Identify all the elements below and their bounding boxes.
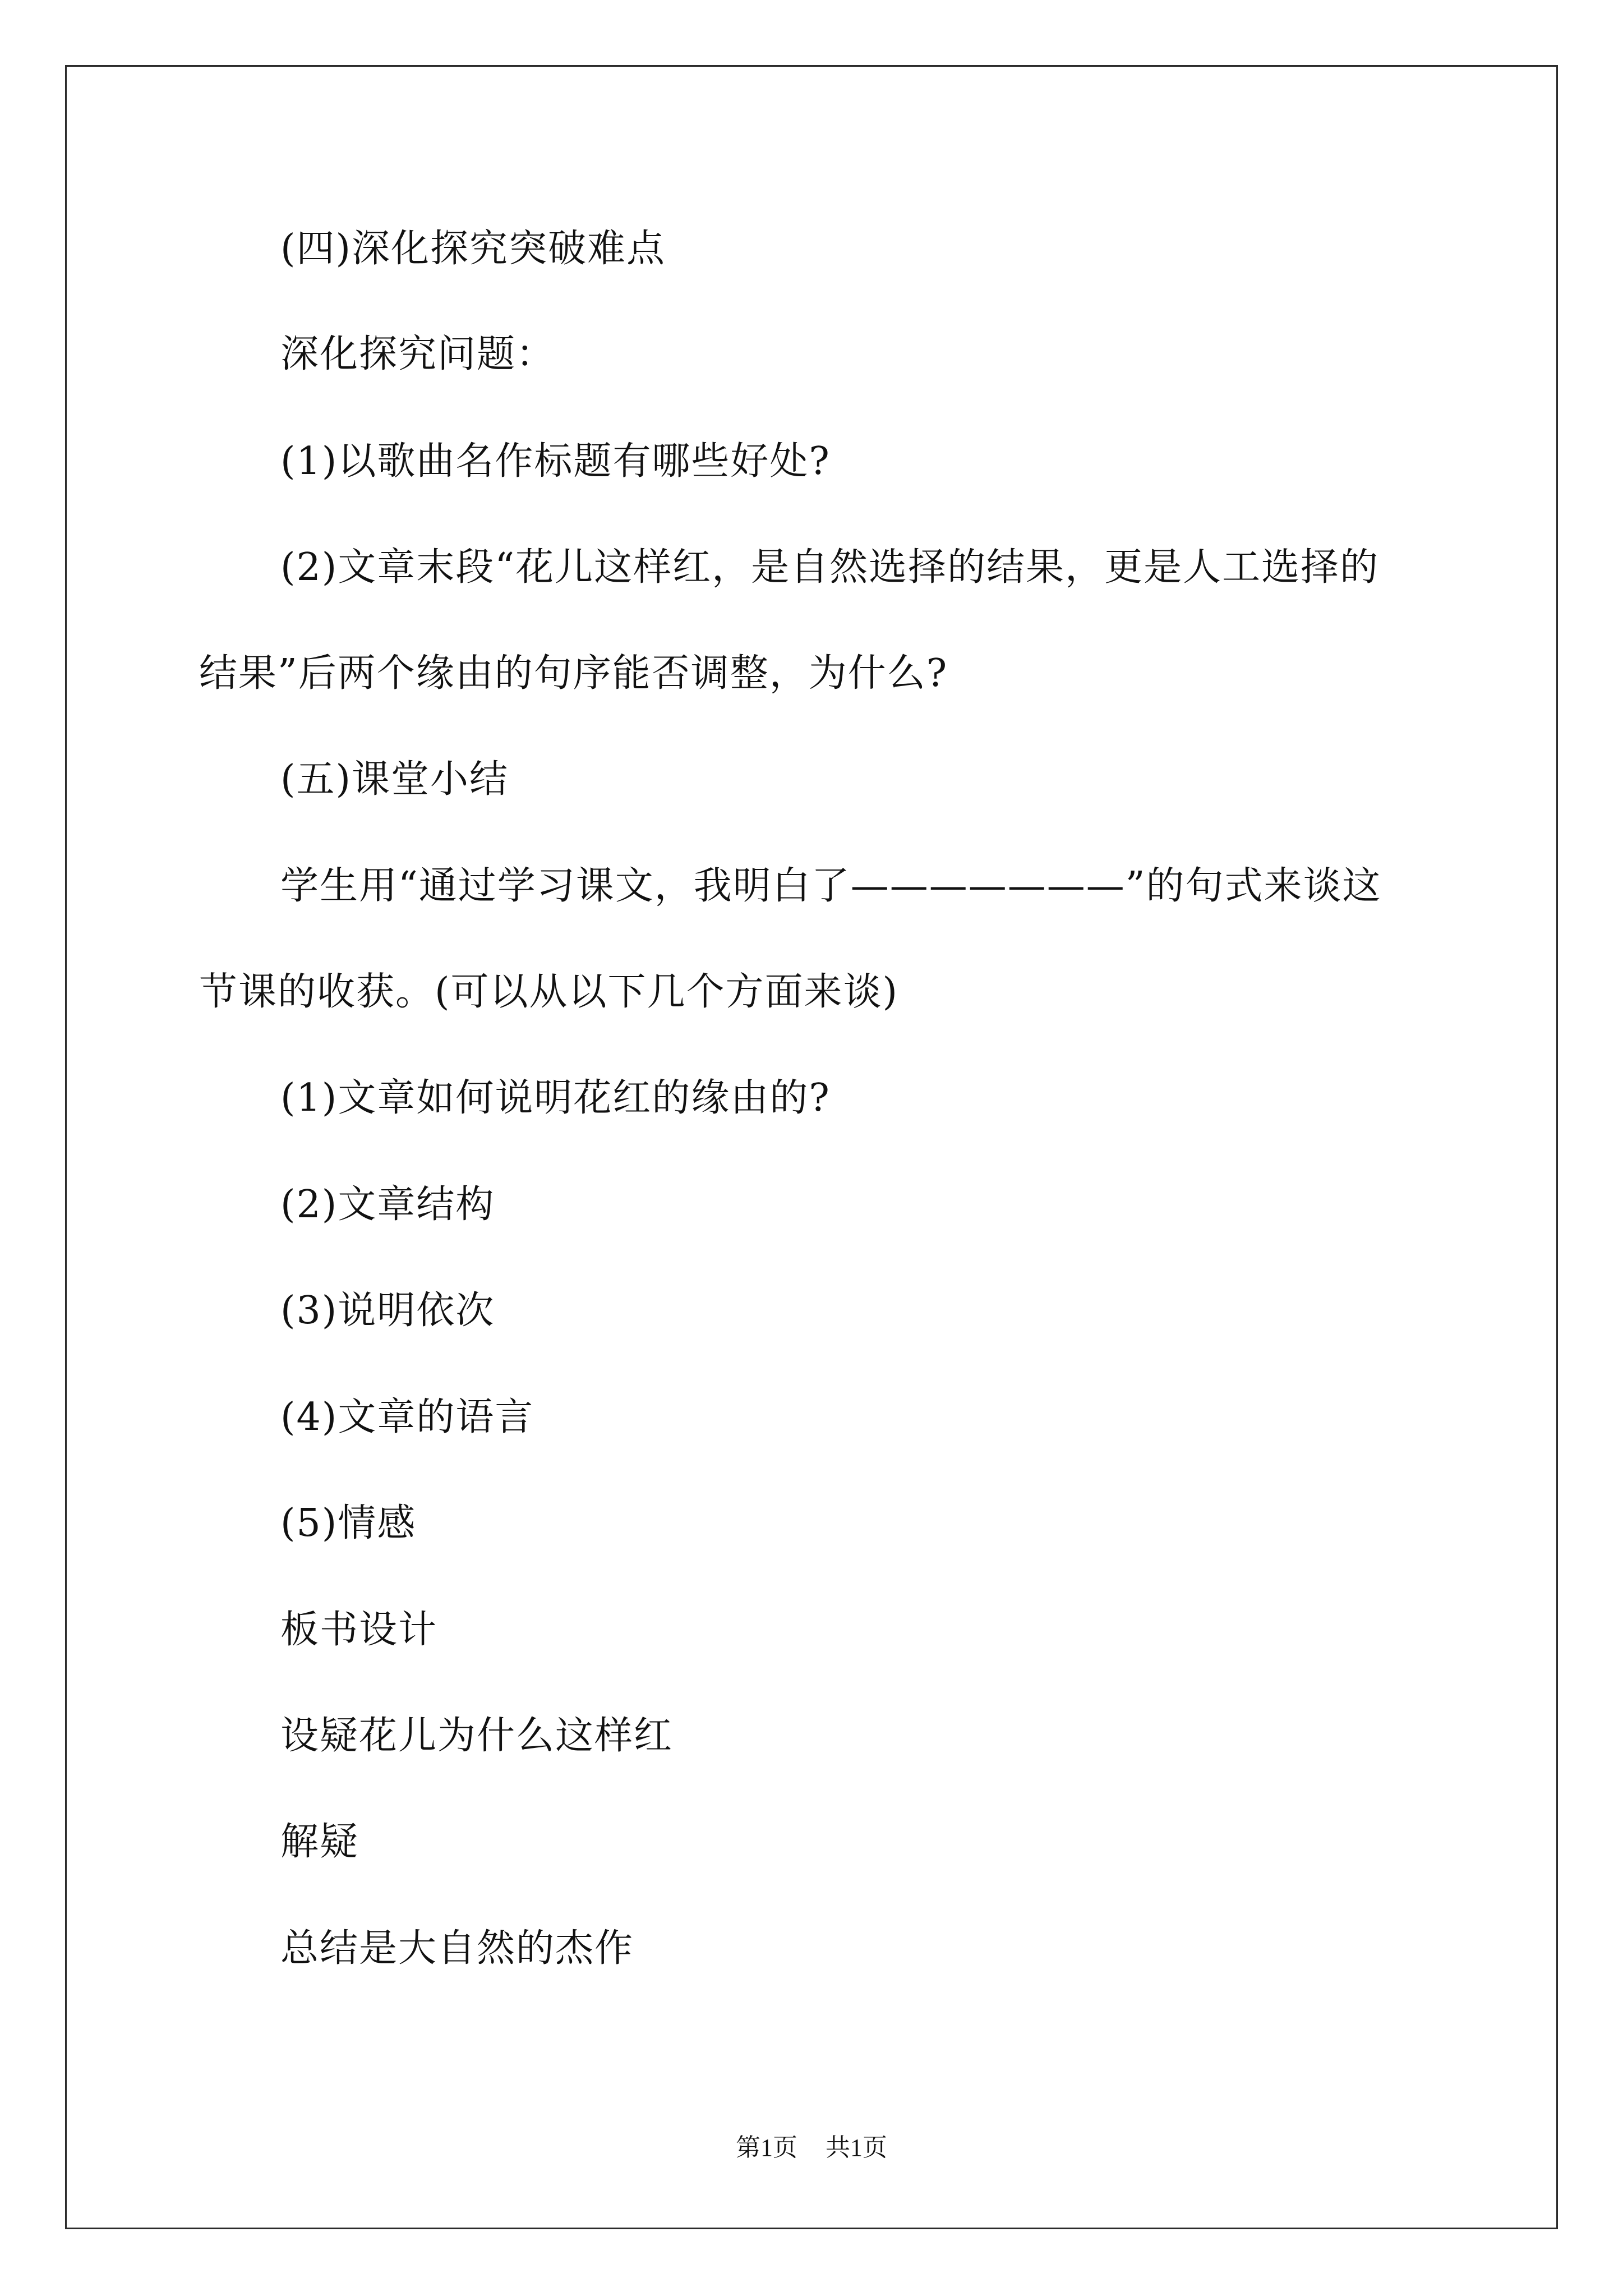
question-item-continuation: 结果”后两个缘由的句序能否调整，为什么? xyxy=(199,651,948,696)
page-number-total: 共1页 xyxy=(826,2134,887,2161)
list-item: (5)情感 xyxy=(280,1501,417,1545)
paragraph: 学生用“通过学习课文，我明白了———————”的句式来谈这 xyxy=(280,864,1382,908)
list-item: (2)文章结构 xyxy=(280,1182,495,1227)
section-heading-4: (四)深化探究突破难点 xyxy=(280,227,666,271)
list-item: (1)文章如何说明花红的缘由的? xyxy=(280,1076,831,1120)
page-number-current: 第1页 xyxy=(736,2134,797,2161)
section-heading-5: (五)课堂小结 xyxy=(280,757,509,802)
list-item: (3)说明依次 xyxy=(280,1289,495,1333)
paragraph: 设疑花儿为什么这样红 xyxy=(280,1714,674,1758)
page-footer xyxy=(0,2127,1623,2163)
question-item: (2)文章末段“花儿这样红，是自然选择的结果，更是人工选择的 xyxy=(280,545,1380,590)
paragraph: 深化探究问题： xyxy=(280,332,556,376)
paragraph: 总结是大自然的杰作 xyxy=(280,1926,634,1971)
question-item: (1)以歌曲名作标题有哪些好处? xyxy=(280,439,831,484)
list-item: (4)文章的语言 xyxy=(280,1395,534,1439)
paragraph: 解疑 xyxy=(280,1820,359,1864)
paragraph-continuation: 节课的收获。(可以从以下几个方面来谈) xyxy=(199,970,899,1014)
subheading: 板书设计 xyxy=(280,1608,438,1652)
